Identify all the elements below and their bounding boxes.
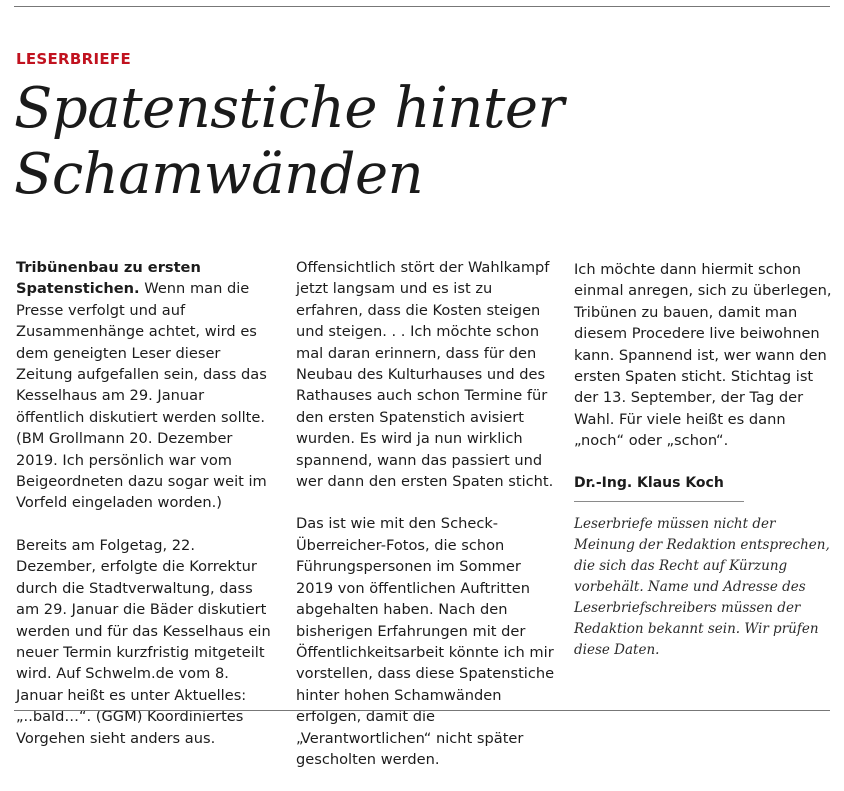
text-column-3 (574, 259, 832, 682)
paragraph: Offensichtlich stört der Wahlkampf jetzt langsam und es ist zu erfahren, dass die Kosten steigen und steigen. . . Ich möchte schon mal daran erinnern, dass für den Neubau des Kulturhauses und des Rathauses auch schon Termine für den ersten Spatenstich avisiert wurden. Es wird ja nun wirklich spannend, wann das passiert und wer dann den ersten Spaten sticht. (296, 259, 554, 491)
paragraph-text: Wenn man die Presse verfolgt und auf Zusammenhänge achtet, wird es dem geneigten Leser dieser Zeitung aufgefallen sein, dass das Kesselhaus am 29. Januar öffentlich diskutiert werden sollte. (BM Grollmann 20. Dezember 2019. Ich persönlich war vom Beigeordneten dazu sogar weit im Vorfeld eingeladen worden.) (16, 280, 267, 512)
author-signature: Dr.-Ing. Klaus Koch (574, 474, 724, 491)
paragraph (16, 257, 276, 514)
lead-bold-text: Tribünenbau zu ersten Spatenstichen. (16, 259, 201, 298)
bottom-rule (14, 710, 830, 711)
editorial-disclaimer: Leserbriefe müssen nicht der Meinung der Redaktion entsprechen, die sich das Recht auf Kürzung vorbehält. Name und Adresse des Leserbriefschreibers müssen der Redaktion bekannt sein. Wir prüfen diese Daten. (574, 515, 830, 658)
section-kicker: LESERBRIEFE (16, 50, 132, 68)
headline-line-2: Schamwänden (14, 142, 424, 207)
separator-line (574, 501, 744, 502)
text-column-1 (16, 257, 276, 770)
top-rule (14, 6, 830, 7)
paragraph: Ich möchte dann hiermit schon einmal anregen, sich zu überlegen, Tribünen zu bauen, damit man diesem Procedere live beiwohnen kann. Spannend ist, wer wann den ersten Spaten sticht. Stichtag ist der 13. September, der Tag der Wahl. Für viele heißt es dann „noch“ oder „schon“. (574, 261, 832, 450)
paragraph: Bereits am Folgetag, 22. Dezember, erfolgte die Korrektur durch die Stadtverwaltung, dass am 29. Januar die Bäder diskutiert werden und für das Kesselhaus ein neuer Termin kurzfristig mitgeteilt wird. Auf Schwelm.de vom 8. Januar heißt es unter Aktuelles: „..bald…“. (GGM) Koordiniertes Vorgehen sieht anders aus. (16, 536, 271, 747)
paragraph: Das ist wie mit den Scheck-Überreicher-Fotos, die schon Führungspersonen im Sommer 2019 von öffentlichen Auftritten abgehalten haben. Nach den bisherigen Erfahrungen mit der Öffentlichkeitsarbeit könnte ich mir vorstellen, dass diese Spatenstiche hinter hohen Schamwänden erfolgen, damit die „Verantwortlichen“ nicht später gescholten werden. (296, 515, 555, 768)
headline-line-1: Spatenstiche hinter (14, 76, 564, 141)
article-headline (14, 76, 824, 208)
